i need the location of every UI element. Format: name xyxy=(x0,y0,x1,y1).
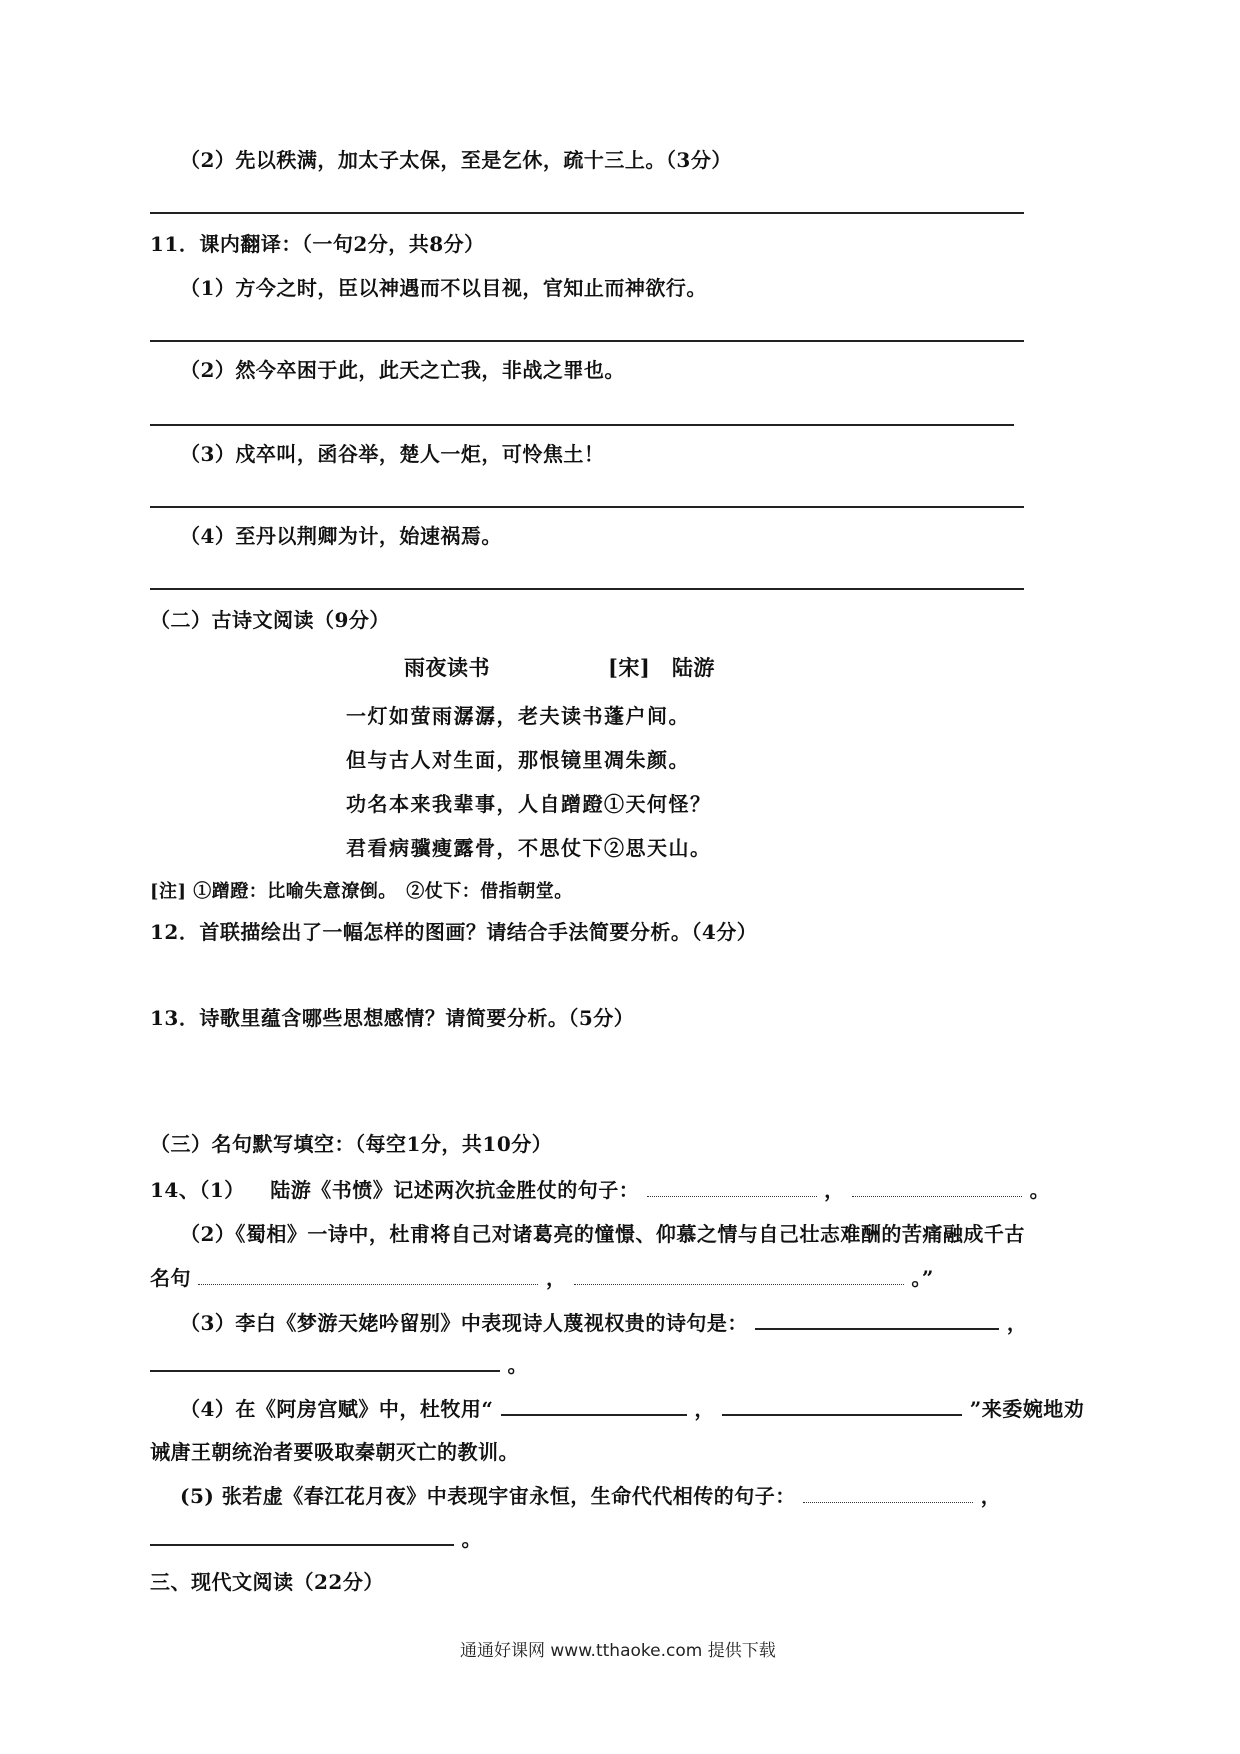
comma: ， xyxy=(545,1266,567,1290)
q11-item-1: （1）方今之时，臣以神遇而不以目视，官知止而神欲行。 xyxy=(180,276,707,300)
period: 。 xyxy=(461,1527,482,1551)
blank-q14-1-a[interactable] xyxy=(647,1176,817,1197)
comma: ， xyxy=(980,1484,1002,1508)
q14-line-2b xyxy=(150,1264,934,1292)
poem-line-2: 但与古人对生面，那恨镜里凋朱颜。 xyxy=(346,748,690,772)
poem-line-1: 一灯如萤雨潺潺，老夫读书蓬户间。 xyxy=(346,704,690,728)
poem-note: [注] ①蹭蹬：比喻失意潦倒。 ②仗下：借指朝堂。 xyxy=(150,881,573,902)
q14-3-prompt: （3）李白《梦游天姥吟留别》中表现诗人蔑视权贵的诗句是： xyxy=(180,1311,748,1335)
q11-heading: 11．课内翻译：（一句2分，共8分） xyxy=(150,232,485,256)
part3-heading: 三、现代文阅读（22分） xyxy=(150,1570,384,1594)
q10-part2: （2）先以秩满，加太子太保，至是乞休，疏十三上。（3分） xyxy=(180,148,732,172)
blank-q14-4-a[interactable] xyxy=(501,1394,687,1416)
blank-q14-3-b[interactable] xyxy=(150,1350,500,1372)
poem-line-4: 君看病骥瘦露骨，不思仗下②思天山。 xyxy=(346,836,712,860)
comma: ， xyxy=(694,1397,715,1421)
section3-heading: （三）名句默写填空：（每空1分，共10分） xyxy=(150,1132,553,1156)
blank-q14-4-b[interactable] xyxy=(722,1394,962,1416)
poem-author: [宋] 陆游 xyxy=(608,655,715,680)
comma: ， xyxy=(1006,1311,1028,1335)
blank-q14-2-b[interactable] xyxy=(574,1264,904,1285)
blank-q14-5-a[interactable] xyxy=(803,1482,973,1503)
q11-item-3: （3）戍卒叫，函谷举，楚人一炬，可怜焦土！ xyxy=(180,442,605,466)
q14-1-prompt: 陆游《书愤》记述两次抗金胜仗的句子： xyxy=(270,1178,640,1202)
q11-item-4: （4）至丹以荆卿为计，始速祸焉。 xyxy=(180,524,502,548)
q13: 13．诗歌里蕴含哪些思想感情？请简要分析。（5分） xyxy=(150,1006,635,1030)
q14-4-prompt: （4）在《阿房宫赋》中，杜牧用“ xyxy=(180,1397,494,1421)
answer-line-q11-4[interactable] xyxy=(150,588,1024,590)
period: 。 xyxy=(507,1353,528,1377)
comma: ， xyxy=(824,1178,845,1202)
answer-line-q11-1[interactable] xyxy=(150,340,1024,342)
q14-2-name: 名句 xyxy=(150,1266,191,1290)
q14-line-5b xyxy=(150,1524,482,1553)
section2-heading: （二）古诗文阅读（9分） xyxy=(150,608,390,632)
q12: 12．首联描绘出了一幅怎样的图画？请结合手法简要分析。（4分） xyxy=(150,920,758,944)
answer-line-q11-3[interactable] xyxy=(150,506,1024,508)
q14-4-suffix: ”来委婉地劝 xyxy=(969,1397,1085,1421)
answer-line-q10-2[interactable] xyxy=(150,212,1024,214)
q14-4-cont: 诫唐王朝统治者要吸取秦朝灭亡的教训。 xyxy=(150,1440,519,1464)
q11-item-2: （2）然今卒困于此，此天之亡我，非战之罪也。 xyxy=(180,358,625,382)
footer-source: 通通好课网 www.tthaoke.com 提供下载 xyxy=(460,1641,776,1661)
blank-q14-2-a[interactable] xyxy=(198,1264,538,1285)
blank-q14-1-b[interactable] xyxy=(852,1176,1022,1197)
q14-5-prompt: (5) 张若虚《春江花月夜》中表现宇宙永恒，生命代代相传的句子： xyxy=(180,1484,796,1508)
q14-2-prompt: （2）《蜀相》一诗中，杜甫将自己对诸葛亮的憧憬、仰慕之情与自己壮志难酬的苦痛融成千古 xyxy=(180,1222,1025,1246)
q14-line-4 xyxy=(180,1394,1084,1423)
quote-end: 。” xyxy=(911,1266,934,1290)
q14-line-3b xyxy=(150,1350,528,1379)
poem-line-3: 功名本来我辈事，人自蹭蹬①天何怪？ xyxy=(346,792,712,816)
q14-line-5 xyxy=(180,1482,1001,1510)
q14-line-1 xyxy=(150,1176,1050,1204)
poem-title: 雨夜读书 xyxy=(404,655,490,680)
answer-line-q11-2[interactable] xyxy=(150,424,1014,426)
q14-line-3 xyxy=(180,1308,1027,1337)
q14-label: 14、（1） xyxy=(150,1178,245,1202)
blank-q14-3-a[interactable] xyxy=(755,1308,999,1330)
blank-q14-5-b[interactable] xyxy=(150,1524,454,1546)
period: 。 xyxy=(1029,1178,1051,1202)
